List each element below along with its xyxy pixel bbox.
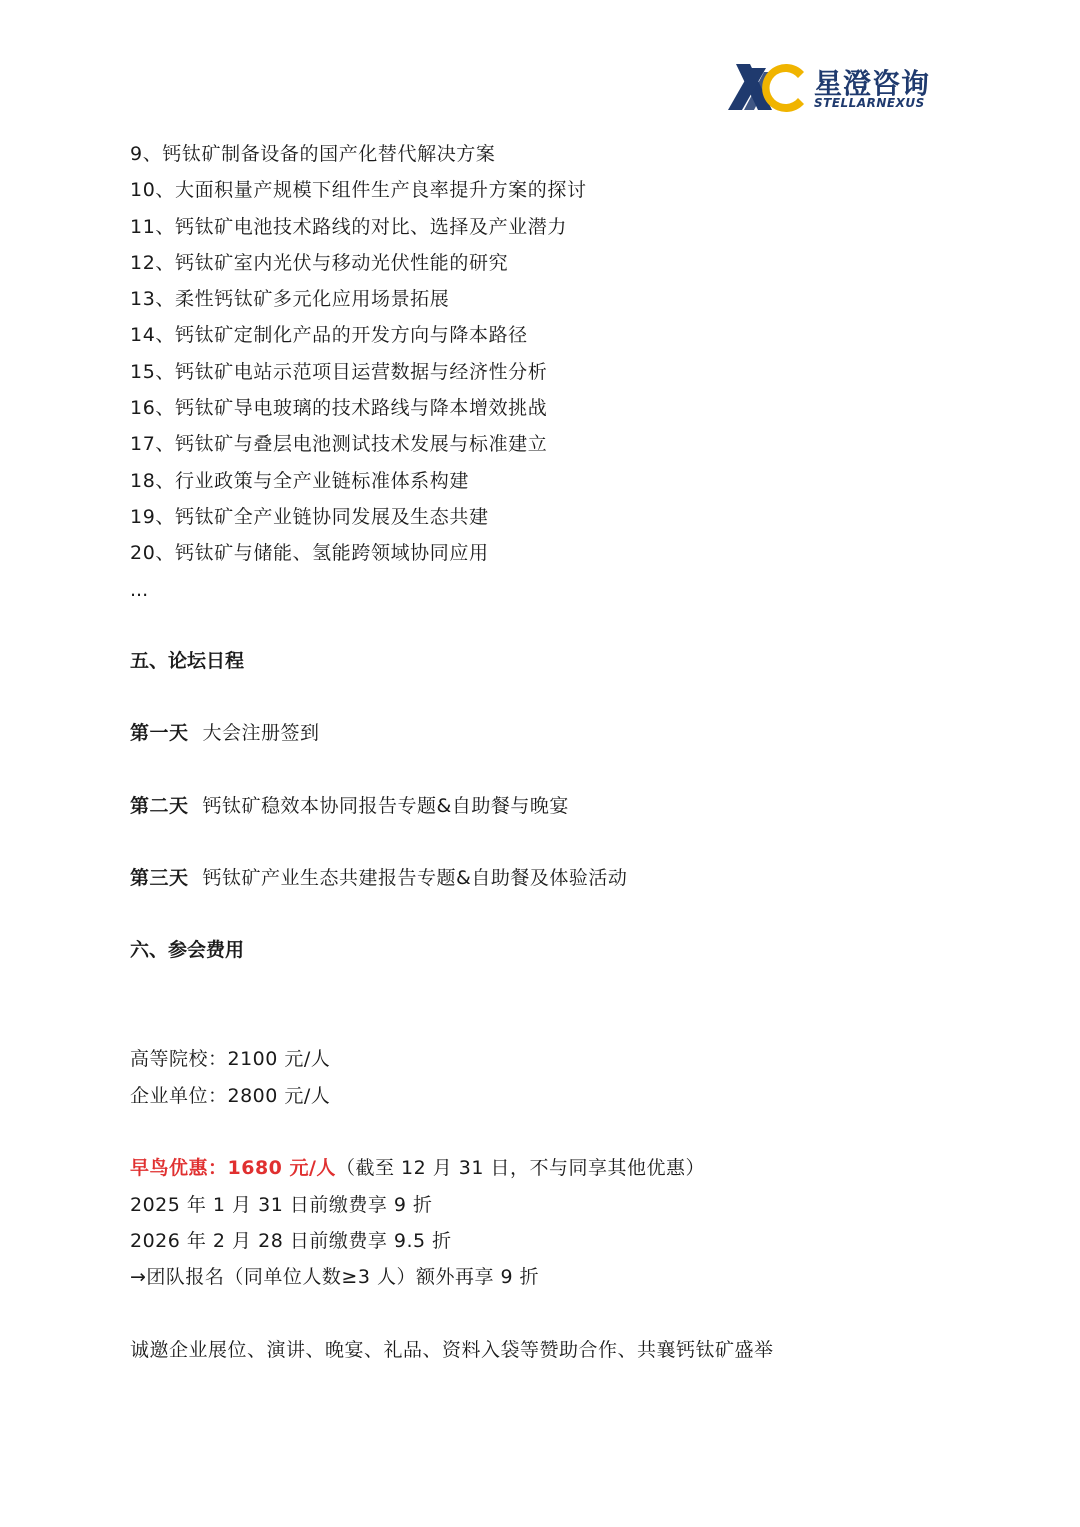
early-bird-label: 早鸟优惠：1680 元/人 [130,1157,336,1179]
sponsorship-invitation: 诚邀企业展位、演讲、晚宴、礼品、资料入袋等赞助合作、共襄钙钛矿盛举 [130,1339,774,1361]
topic-item: 20、钙钛矿与储能、氢能跨领域协同应用 [130,542,489,565]
discount-line: 2026 年 2 月 28 日前缴费享 9.5 折 [130,1230,452,1252]
topic-item: 9、钙钛矿制备设备的国产化替代解决方案 [130,143,496,165]
topic-item: 10、大面积量产规模下组件生产良率提升方案的探讨 [130,179,587,202]
day-text: 钙钛矿稳效本协同报告专题&自助餐与晚宴 [202,795,569,817]
schedule-day-2 [130,792,569,820]
section-title-fees: 六、参会费用 [130,939,245,961]
topic-item: 15、钙钛矿电站示范项目运营数据与经济性分析 [130,360,548,383]
topics-ellipsis: ... [130,578,149,601]
day-label: 第二天 [130,795,189,817]
day-text: 钙钛矿产业生态共建报告专题&自助餐及体验活动 [202,867,628,889]
day-label: 第三天 [130,867,189,889]
topic-item: 11、钙钛矿电池技术路线的对比、选择及产业潜力 [130,215,567,238]
fee-university: 高等院校：2100 元/人 [130,1048,331,1070]
logo-text-en: STELLARNEXUS [814,96,925,110]
logo-text-cn: 星澄咨询 [814,67,931,100]
section-title-schedule: 五、论坛日程 [130,650,245,672]
early-bird-line [130,1154,705,1182]
fee-enterprise: 企业单位：2800 元/人 [130,1085,331,1107]
topic-item: 13、柔性钙钛矿多元化应用场景拓展 [130,288,450,311]
topic-item: 18、行业政策与全产业链标准体系构建 [130,469,469,492]
day-text: 大会注册签到 [202,722,320,744]
topic-item: 16、钙钛矿导电玻璃的技术路线与降本增效挑战 [130,397,548,420]
topic-item: 12、钙钛矿室内光伏与移动光伏性能的研究 [130,251,509,274]
early-bird-note: （截至 12 月 31 日，不与同享其他优惠） [335,1157,705,1179]
topic-item: 14、钙钛矿定制化产品的开发方向与降本路径 [130,324,528,347]
topic-item: 17、钙钛矿与叠层电池测试技术发展与标准建立 [130,433,548,456]
schedule-day-1 [130,719,320,747]
logo-mark-icon [726,58,810,116]
discount-line: 2025 年 1 月 31 日前缴费享 9 折 [130,1194,433,1216]
topics-list-container [130,136,950,608]
company-logo [726,58,936,116]
schedule-day-3 [130,864,627,892]
day-label: 第一天 [130,722,189,744]
discount-line: →团队报名（同单位人数≥3 人）额外再享 9 折 [130,1266,540,1288]
topic-item: 19、钙钛矿全产业链协同发展及生态共建 [130,505,489,528]
topics-list [130,136,950,572]
